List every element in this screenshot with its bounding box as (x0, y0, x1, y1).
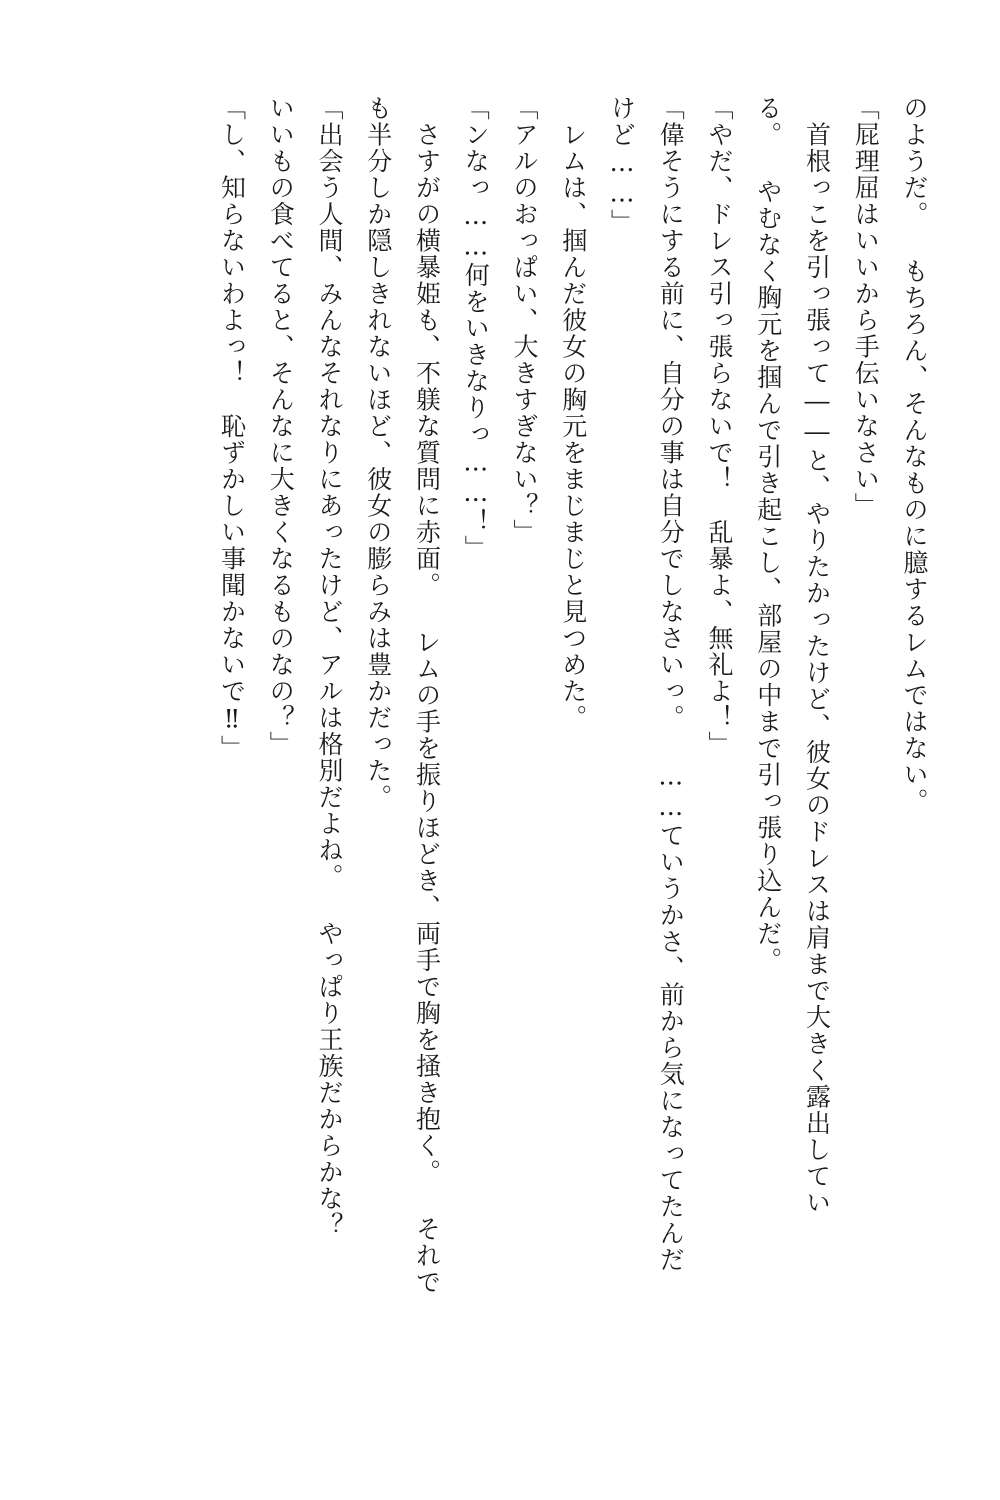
paragraph: 「出会う人間、みんなそれなりにあったけど、アルは格別だよね。 やっぱり王族だからかな？ (315, 95, 344, 1239)
paragraph: さすがの横暴姫も、不躾な質問に赤面。 レムの手を振りほどき、両手で胸を掻き抱く。 それで (412, 95, 442, 1296)
paragraph: レムは、掴んだ彼女の胸元をまじまじと見つめた。 (558, 95, 588, 731)
paragraph: 「偉そうにする前に、自分の事は自分でしなさいっ。 ……ていうかさ、前から気になってたんだ (656, 95, 686, 1273)
paragraph: 「ンなっ……何をいきなりっ……！」 (461, 95, 491, 562)
paragraph: る。 やむなく胸元を掴んで引き起こし、部屋の中まで引っ張り込んだ。 (753, 95, 783, 974)
paragraph: 「やだ、ドレス引っ張らないで！ 乱暴よ、無礼よ！」 (705, 95, 734, 758)
novel-body-text (78, 95, 938, 1415)
paragraph: いいもの食べてると、そんなに大きくなるものなの？」 (266, 95, 296, 758)
paragraph: 首根っこを引っ張って――と、やりたかったけど、彼女のドレスは肩まで大きく露出してい (802, 95, 832, 1216)
paragraph: も半分しか隠しきれないほど、彼女の膨らみは豊かだった。 (363, 95, 393, 811)
paragraph: のようだ。 もちろん、そんなものに臆するレムではない。 (900, 95, 929, 815)
paragraph: けど……」 (607, 95, 637, 236)
paragraph: 「屁理屈はいいから手伝いなさい」 (851, 95, 881, 519)
paragraph: 「し、知らないわよっ！ 恥ずかしい事聞かないで‼」 (217, 95, 247, 762)
paragraph: 「アルのおっぱい、大きすぎない？」 (510, 95, 539, 546)
